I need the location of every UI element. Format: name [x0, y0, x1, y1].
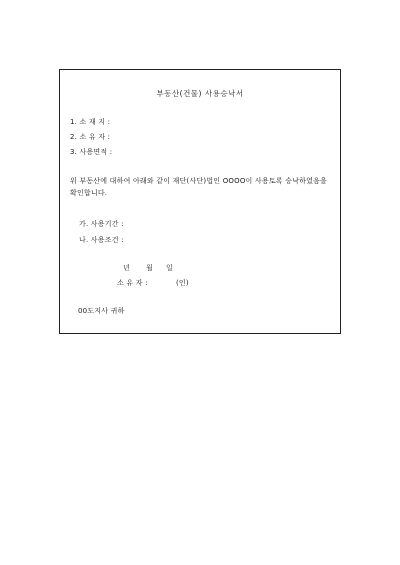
date-year: 년 — [123, 264, 130, 272]
field-area-label: 3. 사용면적 : — [70, 148, 113, 156]
field-owner-label: 2. 소 유 자 : — [70, 133, 111, 141]
term-conditions-label: 나. 사용조건 : — [79, 236, 124, 244]
consent-statement: 위 부동산에 대하여 아래와 같이 재단(사단)법인 OOOO이 사용토록 승낙하였음을 확인합니다. — [70, 177, 327, 197]
term-period-label: 가. 사용기간 : — [79, 220, 124, 228]
addressee: 00도지사 귀하 — [78, 307, 125, 315]
date-day: 일 — [166, 264, 173, 272]
document-title: 부동산(건물) 사용승낙서 — [156, 89, 244, 98]
consent-document — [59, 69, 341, 334]
field-location-label: 1. 소 재 지 : — [70, 118, 111, 126]
date-month: 월 — [146, 264, 153, 272]
owner-signature-label: 소 유 자 : — [117, 279, 148, 287]
seal-mark: (인) — [176, 279, 189, 287]
